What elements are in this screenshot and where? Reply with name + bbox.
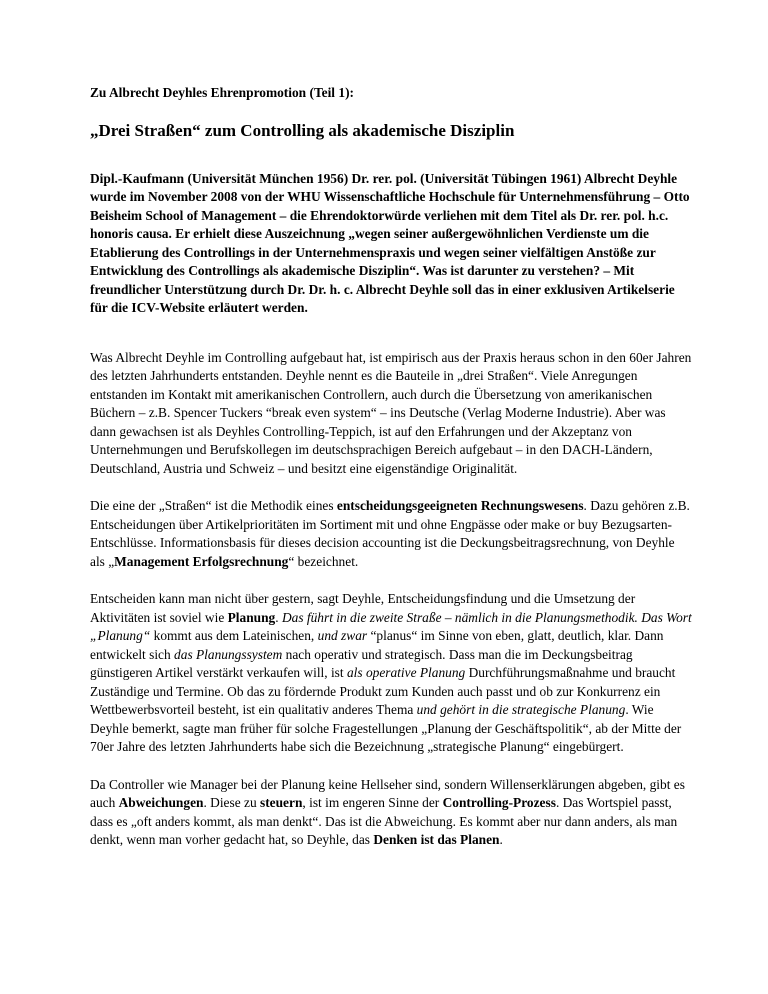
text-run: “ bezeichnet. bbox=[288, 553, 359, 569]
text-run: . Das Wortspiel passt, dass es „oft anders kommt, als man denkt“. Das ist die Abweichung. Es kommt aber nur dann anders, als man denkt, wenn man vorher gedacht hat, so Deyhle, das bbox=[90, 795, 678, 847]
text-run: das Planungssystem bbox=[174, 646, 283, 662]
text-run: “planus“ im Sinne von eben, glatt, deutlich, klar. Dann entwickelt sich bbox=[90, 628, 664, 662]
text-run: kommt aus dem Lateinischen, bbox=[150, 628, 318, 643]
text-run: Dipl.-Kaufmann (Universität München 1956) Dr. rer. pol. (Universität Tübingen 1961) Albrecht Deyhle wurde im November 2008 von der WHU Wissenschaftliche Hochschule für Unternehmensführung – Otto Beisheim School of Management – die Ehrendoktorwürde verliehen mit dem Titel als Dr. rer. pol. h.c. honoris causa. Er erhielt diese Auszeichnung „wegen seiner außergewöhnlichen Verdienste um die Etablierung des Controllings in der Unternehmenspraxis und wegen seiner vielfältigen Anstöße zur Entwicklung des Controllings als akademische Disziplin“. Was ist darunter zu verstehen? – Mit freundlicher Unterstützung durch Dr. Dr. h. c. Albrecht Deyhle soll das in einer exklusiven Artikelserie für die ICV-Website erläutert werden. bbox=[90, 170, 690, 315]
text-run: . Diese zu bbox=[203, 795, 260, 810]
text-run: entscheidungsgeeigneten Rechnungswesens bbox=[336, 498, 584, 513]
text-run: Denken ist das Planen bbox=[373, 832, 500, 847]
text-run: als operative Planung bbox=[346, 665, 466, 680]
text-run: Durchführungsmaßnahme und braucht Zuständige und Termine. Ob das zu fördernde Produkt zum Kunden auch passt und ob zur Konkurrenz ein Wettbewerbsvorteil besteht, ist ein qualitativ anderes Thema bbox=[90, 665, 676, 717]
document-page bbox=[90, 84, 692, 850]
text-run: . Dazu gehören z.B. Entscheidungen über Artikelprioritäten im Sortiment mit und ohne Engpässe oder make or buy Bezugsarten-Entschlüsse. Informationsbasis für dieses decision accounting ist die Deckungsbeitragsrechnung, von Deyhle als „ bbox=[90, 498, 690, 569]
text-run: Das führt in die zweite Straße – nämlich in die Planungsmethodik. Das Wort „Planung“ bbox=[90, 609, 692, 643]
paragraph-drei-strassen bbox=[90, 349, 692, 479]
paragraph-intro bbox=[90, 170, 692, 318]
text-run: . Wie Deyhle bemerkt, sagte man früher für solche Fragestellungen „Planung der Geschäftspolitik“, ab der Mitte der 70er Jahre des letzten Jahrhunderts habe sich die Bezeichnung „strategische Planung“ eingebürgert. bbox=[90, 702, 682, 754]
paragraph-rechnungswesen bbox=[90, 497, 692, 571]
page-title: „Drei Straßen“ zum Controlling als akademische Disziplin bbox=[90, 120, 515, 140]
text-run: Die eine der „Straßen“ ist die Methodik eines bbox=[90, 498, 337, 513]
kicker-heading: Zu Albrecht Deyhles Ehrenpromotion (Teil 1): bbox=[90, 85, 354, 100]
text-run: Da Controller wie Manager bei der Planung keine Hellseher sind, sondern Willenserklärungen abgeben, gibt es auch bbox=[90, 776, 685, 810]
text-run: . bbox=[275, 609, 282, 625]
text-run: Entscheiden kann man nicht über gestern, sagt Deyhle, Entscheidungsfindung und die Umsetzung der Aktivitäten ist soviel wie bbox=[90, 591, 636, 625]
text-run: . bbox=[499, 832, 503, 847]
text-run: Controlling-Prozess bbox=[442, 795, 556, 810]
text-run: und zwar bbox=[317, 628, 368, 643]
text-run: , ist im engeren Sinne der bbox=[302, 795, 443, 810]
paragraph-abweichungen bbox=[90, 776, 692, 850]
text-run: Planung bbox=[227, 609, 276, 625]
text-run: nach operativ und strategisch. Dass man die im Deckungsbeitrag günstigeren Artikel verstärkt verkaufen will, ist bbox=[90, 646, 633, 680]
paragraph-planung bbox=[90, 590, 692, 757]
text-run: Abweichungen bbox=[118, 795, 204, 810]
text-run: steuern bbox=[260, 795, 303, 810]
text-run: Management Erfolgsrechnung bbox=[114, 553, 289, 569]
text-run: Was Albrecht Deyhle im Controlling aufgebaut hat, ist empirisch aus der Praxis heraus schon in den 60er Jahren des letzten Jahrhunderts entstanden. Deyhle nennt es die Bauteile in „drei Straßen“. Viele Anregungen entstanden im Kontakt mit amerikanischen Controllern, auch durch die Übersetzung von amerikanischen Büchern – z.B. Spencer Tuckers “break even system“ – ins Deutsche (Verlag Moderne Industrie). Aber was dann gewachsen ist als Deyhles Controlling-Teppich, ist auf den Erfahrungen und der Akzeptanz von Unternehmungen und Berufskollegen im deutschsprachigen Bereich aufgebaut – in den DACH-Ländern, Deutschland, Austria und Schweiz – und besitzt eine eigenständige Originalität. bbox=[90, 349, 692, 476]
text-run: und gehört in die strategische Planung bbox=[416, 702, 626, 717]
